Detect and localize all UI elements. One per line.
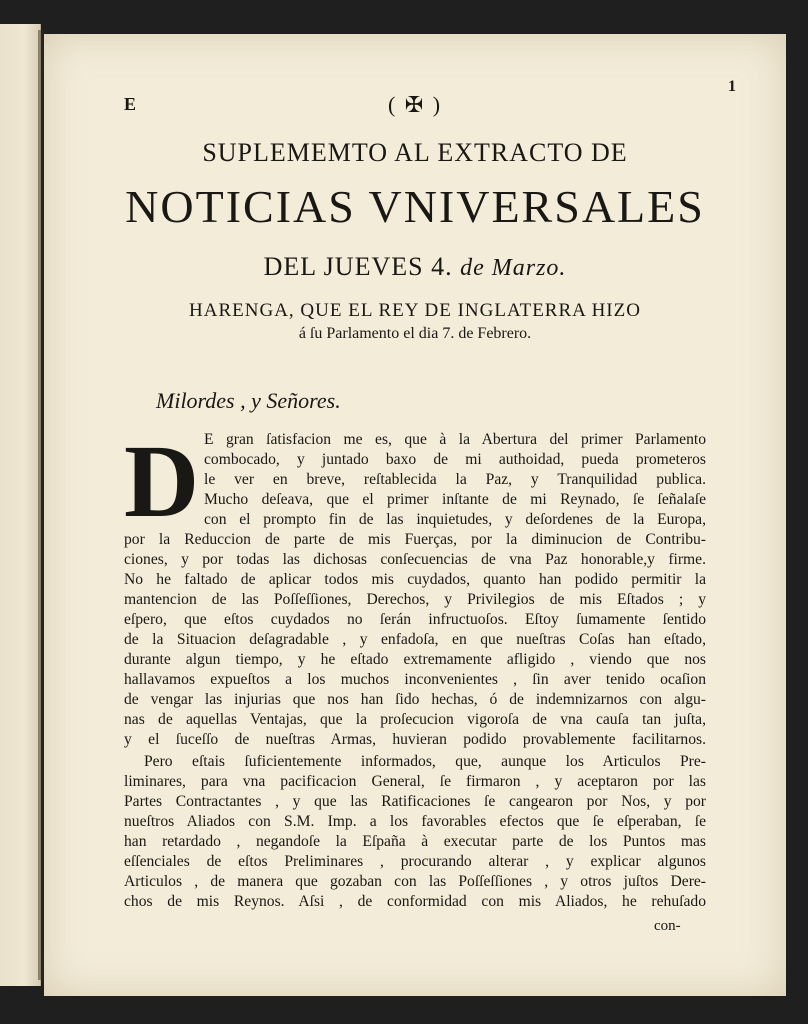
text-line: eſſenciales de eſtos Preliminares , procurando alterar , y explicar algunos bbox=[124, 853, 706, 870]
document-page bbox=[44, 34, 786, 996]
page-number: 1 bbox=[728, 78, 736, 95]
cross-ornament: ( ✠ ) bbox=[387, 92, 443, 117]
text-line: le ver en breve, reſtablecida la Paz, y Tranquilidad publica. bbox=[204, 471, 706, 488]
title-newspaper: NOTICIAS VNIVERSALES bbox=[125, 181, 705, 232]
speech-heading: HARENGA, QUE EL REY DE INGLATERRA HIZO bbox=[189, 300, 641, 321]
text-line: hallavamos expueſtos a los muchos inconvenientes , ſin aver tenido ocaſion bbox=[124, 671, 706, 688]
text-line: chos de mis Reynos. Aſsi , de conformidad con mis Aliados, he rehuſado bbox=[124, 893, 706, 910]
title-supplement: SUPLEMEMTO AL EXTRACTO DE bbox=[202, 138, 628, 167]
text-line: con el prompto fin de las inquietudes, y deſordenes de la Europa, bbox=[204, 511, 706, 528]
text-line: por la Reduccion de parte de mis Fuerças, por la diminucion de Contribu- bbox=[124, 531, 706, 548]
text-line: mantencion de las Poſſeſſiones, Derechos, y Privilegios de mis Eſtados ; y bbox=[124, 591, 706, 608]
text-line: durante algun tiempo, y he eſtado extremamente afligido , viendo que nos bbox=[124, 651, 706, 668]
text-line: Articulos , de manera que gozaban con las Poſſeſſiones , y otros juſtos Dere- bbox=[124, 873, 706, 890]
facing-page-edge bbox=[0, 24, 41, 986]
text-line: nas de aquellas Ventajas, que la proſecucion vigoroſa de vna cauſa tan juſta, bbox=[124, 711, 706, 728]
title-date bbox=[44, 252, 786, 282]
text-line: E gran ſatisfacion me es, que à la Abertura del primer Parlamento bbox=[204, 431, 706, 448]
title-date-prefix: DEL JUEVES 4. bbox=[263, 252, 453, 281]
text-line: de vengar las injurias que nos han ſido hechas, ó de indemnizarnos con algu- bbox=[124, 691, 706, 708]
text-line: Mucho deſeava, que el primer inſtante de mi Reynado, ſe ſeñalaſe bbox=[204, 491, 706, 508]
title-date-italic: de Marzo. bbox=[460, 255, 567, 281]
text-line: de la Situacion deſagradable , y enfadoſa, en que nueſtras Coſas han eſtado, bbox=[124, 631, 706, 648]
text-line: han retardado , negandoſe la Eſpaña à executar parte de los Puntos mas bbox=[124, 833, 706, 850]
drop-cap: D bbox=[124, 424, 200, 539]
speech-subheading: á ſu Parlamento el dia 7. de Febrero. bbox=[298, 325, 532, 342]
text-line: No he faltado de aplicar todos mis cuydados, quanto han podido permitir la bbox=[124, 571, 706, 588]
text-line: combocado, y juntado baxo de mi authoidad, pueda prometeros bbox=[204, 451, 706, 468]
text-line: ciones, y por todas las dichosas conſecuencias de vna Paz honorable,y firme. bbox=[124, 551, 706, 568]
text-line: liminares, para vna pacificacion General, ſe firmaron , y aceptaron por las bbox=[124, 773, 706, 790]
text-line: eſpero, que eſtos cuydados no ſerán infructuoſos. Eſtoy ſumamente ſentido bbox=[124, 611, 706, 628]
text-line: Partes Contractantes , y que las Ratificaciones ſe cangearon por Nos, y por bbox=[124, 793, 706, 810]
text-line: y el ſuceſſo de nueſtras Armas, huvieran podido provablemente facilitarnos. bbox=[124, 731, 706, 748]
salutation: Milordes , y Señores. bbox=[156, 388, 341, 413]
text-line: nueſtros Aliados con S.M. Imp. a los favorables efectos que ſe eſperaban, ſe bbox=[124, 813, 706, 830]
catchword: con- bbox=[654, 918, 681, 934]
printer-signature: E bbox=[124, 94, 137, 114]
text-line: Pero eſtais ſuficientemente informados, que, aunque los Articulos Pre- bbox=[144, 753, 706, 770]
